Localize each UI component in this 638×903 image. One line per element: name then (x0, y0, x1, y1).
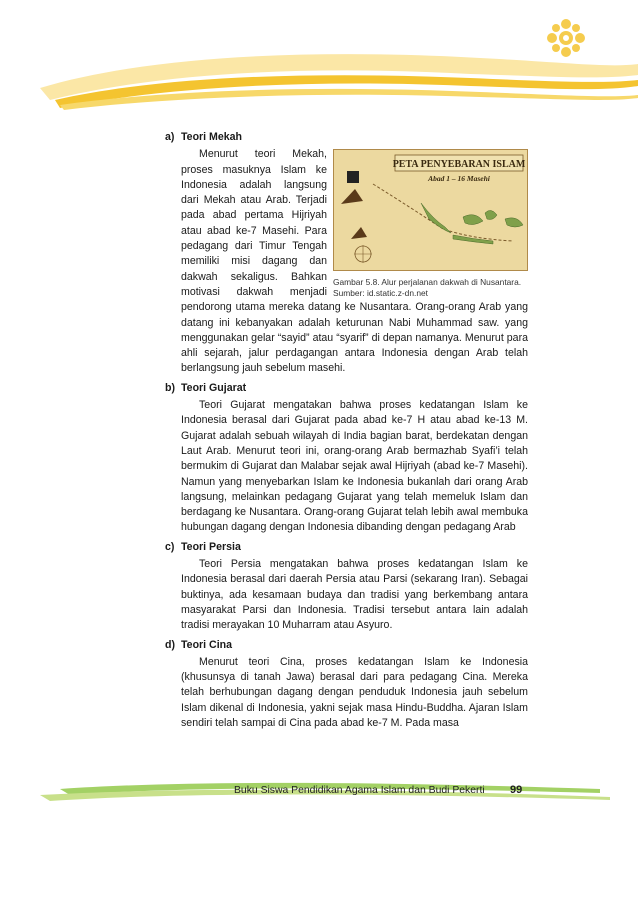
map-image (333, 149, 528, 271)
section-teori-mekah (165, 130, 528, 377)
section-title: Teori Mekah (181, 131, 243, 143)
caption-text: Gambar 5.8. Alur perjalanan dakwah di Nusantara. (333, 277, 522, 288)
section-heading: d) Teori Cina (165, 638, 233, 651)
map-subtitle: Abad 1 – 16 Masehi (428, 174, 490, 184)
paragraph (181, 557, 528, 633)
section-teori-cina (165, 638, 528, 732)
section-heading: c) Teori Persia (165, 540, 241, 553)
section-teori-persia (165, 540, 528, 634)
kaaba-icon (347, 171, 359, 183)
paragraph-text: Teori Persia mengatakan bahwa proses kedatangan Islam ke Indonesia berasal dari daerah Persia atau Parsi (sekarang Iran). Sebagai buktinya, ada kesamaan budaya dan tradisi yang berkembang antara masyarakat Parsi dan Indonesia. Tradisi tersebut antara lain adalah tradisi merayakan 10 Muharram atau Asyuro. (181, 558, 528, 632)
paragraph (181, 655, 528, 731)
caption-source: Sumber: id.static.z-dn.net (333, 288, 428, 299)
header-wave-decoration (0, 0, 638, 125)
section-heading: b) Teori Gujarat (165, 381, 247, 394)
paragraph-text: Teori Gujarat mengatakan bahwa proses kedatangan Islam ke Indonesia berasal dari Gujarat pada abad ke-7 H atau abad ke-13 M. Gujarat adalah sebuah wilayah di India bagian barat, berdekatan dengan Laut Arab. Menurut teori ini, orang-orang Arab bermazhab Syafi’i telah bermukim di Gujarat dan Malabar sejak awal Hijriyah (abad ke-7 Masehi). Namun yang menyebarkan Islam ke Indonesia bukanlah dari orang Arab langsung, melainkan pedagang Gujarat yang telah memeluk Islam dan berdagang ke Nusantara. Orang-orang Gujarat telah lebih awal membuka hubungan dagang dengan Indonesia dibanding dengan pedagang Arab (181, 399, 528, 534)
section-title: Teori Persia (181, 540, 241, 553)
section-title: Teori Cina (181, 638, 233, 651)
paragraph-text: Menurut teori Cina, proses kedatangan Islam ke Indonesia (khusunsya di tanah Jawa) berasal dari para pedagang Cina. Mereka telah berhubungan dagang dengan penduduk Indonesia jauh sebelum Islam dikenal di Indonesia, yakni sejak masa Hindu-Buddha. Ajaran Islam sendiri telah sampai di Cina pada abad ke-7 M. Pada masa (181, 655, 528, 729)
figure-map (333, 149, 528, 299)
book-title: Buku Siswa Pendidikan Agama Islam dan Budi Pekerti (234, 785, 485, 796)
section-title: Teori Gujarat (181, 381, 247, 394)
figure-caption (333, 277, 528, 299)
map-title: PETA PENYEBARAN ISLAM (392, 159, 526, 171)
page-number: 99 (510, 784, 523, 796)
section-teori-gujarat (165, 381, 528, 536)
paragraph (181, 147, 528, 376)
paragraph-text: Menurut teori Mekah, proses masuknya Islam ke Indonesia adalah langsung dari Mekah atau Arab. Terjadi pada abad pertama Hijriyah atau abad ke-7 Masehi. Para pedagang dari Timur Tengah memiliki misi dagang dan dakwah sekaligus. Bahkan motivasi dakwah menjadi pendorong utama mereka datang ke Nusantara. Orang-orang Arab yang datang ini kebanyakan adalah keturunan Nabi Muhammad saw. yang menggunakan gelar “sayid” atau “syarif” di depan namanya. Menurut para ahli sejarah, jalur perdagangan antara Indonesia dengan Arab telah berlangsung jauh sebelum masehi. (181, 148, 528, 375)
paragraph (181, 398, 528, 536)
page-content (165, 130, 528, 735)
section-heading: a) Teori Mekah (165, 131, 243, 143)
